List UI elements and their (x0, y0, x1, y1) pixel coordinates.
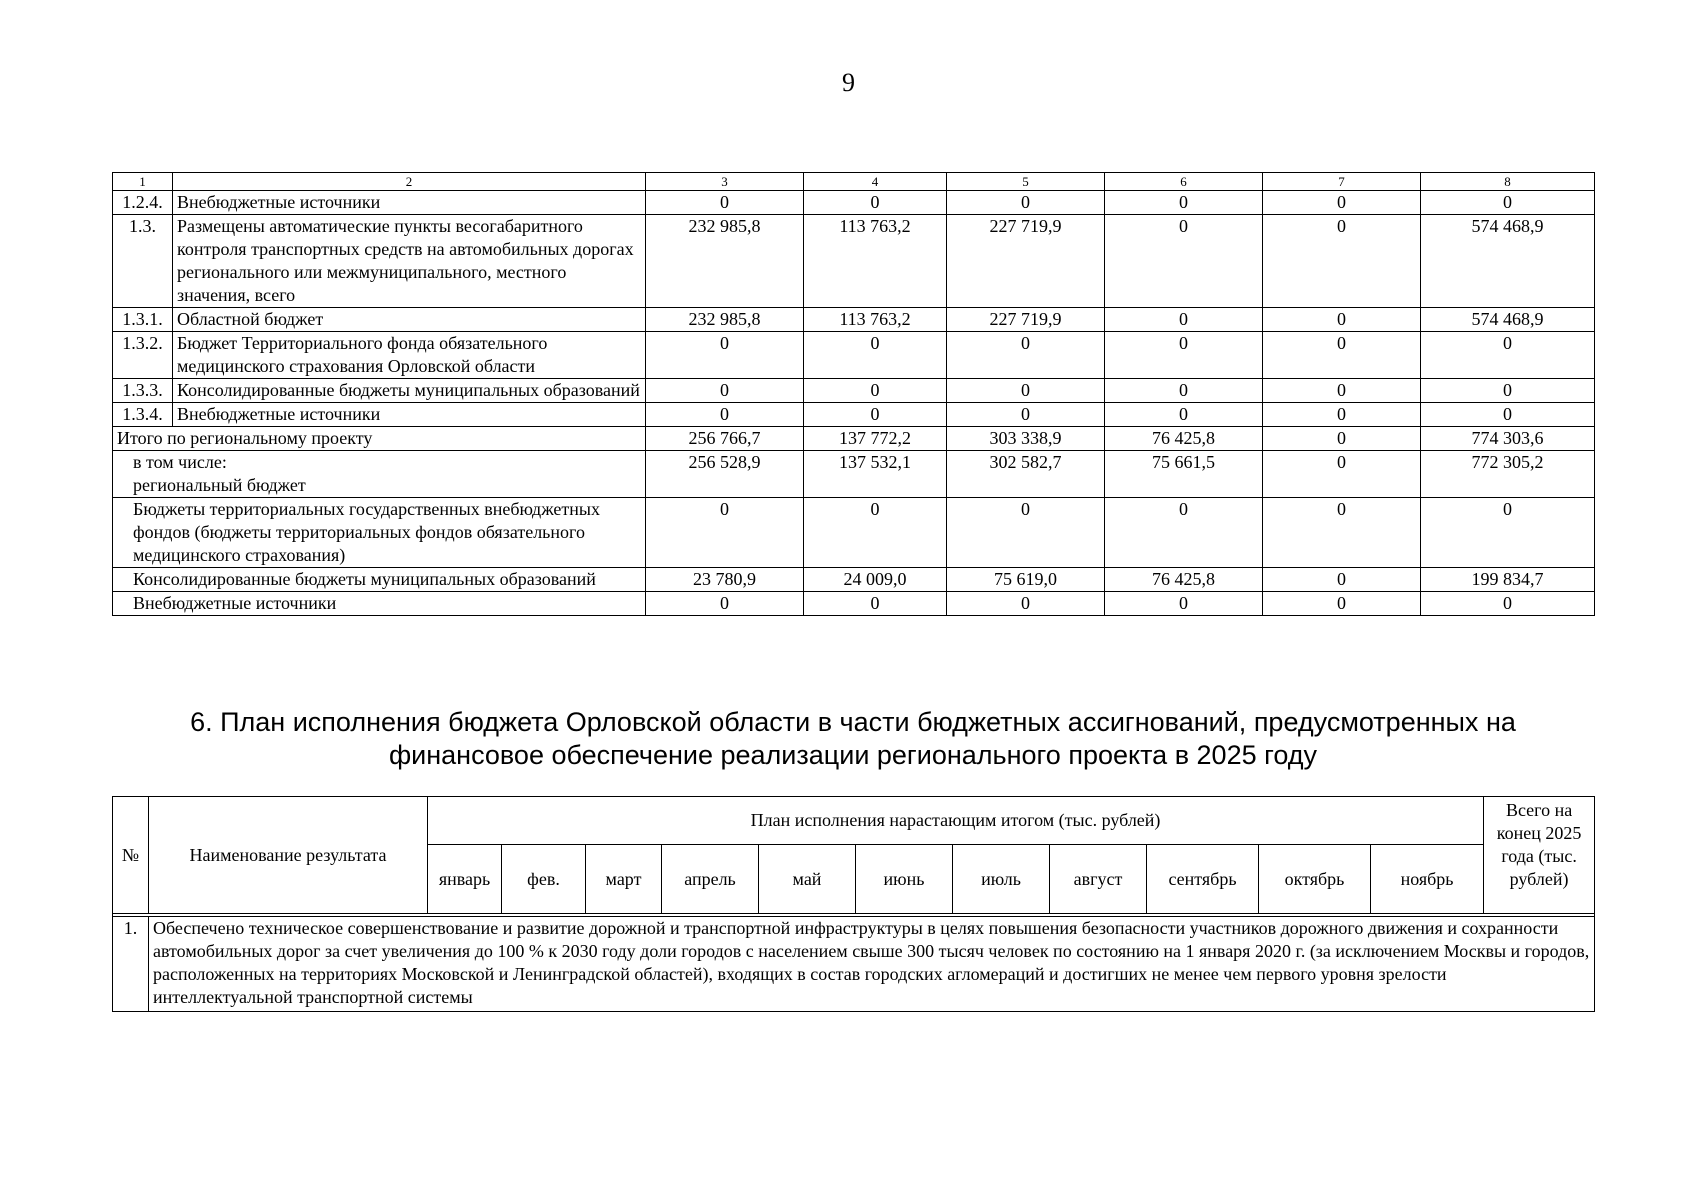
subtotal-row-value: 0 (646, 498, 804, 568)
subtotal-row-value: 302 582,7 (947, 451, 1105, 498)
column-number-row (113, 173, 1595, 191)
row-value: 0 (947, 332, 1105, 379)
row-name: Внебюджетные источники (173, 403, 646, 427)
row-value: 574 468,9 (1421, 308, 1595, 332)
row-value: 0 (1105, 403, 1263, 427)
column-number: 6 (1105, 173, 1263, 191)
column-number: 8 (1421, 173, 1595, 191)
total-row-value: 76 425,8 (1105, 427, 1263, 451)
table-row (113, 379, 1595, 403)
row-value: 0 (804, 379, 947, 403)
row-value: 0 (646, 403, 804, 427)
total-row-value: 0 (1263, 427, 1421, 451)
row-value: 0 (947, 191, 1105, 215)
row-value: 0 (804, 332, 947, 379)
subtotal-row-value: 0 (947, 498, 1105, 568)
subtotal-row-value: 0 (804, 592, 947, 616)
subtotal-row-value: 0 (646, 592, 804, 616)
month-header: август (1050, 845, 1147, 914)
column-number: 4 (804, 173, 947, 191)
total-row (113, 427, 1595, 451)
row-code: 1.3.3. (113, 379, 173, 403)
table-row (113, 215, 1595, 308)
row-value: 232 985,8 (646, 308, 804, 332)
row-value: 574 468,9 (1421, 215, 1595, 308)
row-value: 0 (1421, 403, 1595, 427)
row-value: 0 (1105, 332, 1263, 379)
subtotal-row-value: 0 (1263, 592, 1421, 616)
total-row-name: Итого по региональному проекту (113, 427, 646, 451)
number-header: № (113, 797, 149, 914)
section-title: 6. План исполнения бюджета Орловской области в части бюджетных ассигнований, предусмотренных на финансовое обеспечение реализации регионального проекта в 2025 году (190, 707, 1516, 770)
subtotal-row (113, 568, 1595, 592)
row-value: 0 (1421, 191, 1595, 215)
table-row (113, 308, 1595, 332)
subtotal-row-value: 0 (1105, 498, 1263, 568)
month-header: октябрь (1259, 845, 1371, 914)
total-row-value: 774 303,6 (1421, 427, 1595, 451)
row-value: 0 (804, 403, 947, 427)
month-header: март (586, 845, 662, 914)
row-value: 0 (1263, 332, 1421, 379)
row-value: 227 719,9 (947, 215, 1105, 308)
column-number: 1 (113, 173, 173, 191)
column-number: 3 (646, 173, 804, 191)
row-code: 1.3.4. (113, 403, 173, 427)
subtotal-row (113, 498, 1595, 568)
subtotal-row-value: 24 009,0 (804, 568, 947, 592)
row-value: 0 (947, 403, 1105, 427)
column-number: 2 (173, 173, 646, 191)
total-header: Всего на конец 2025 года (тыс. рублей) (1484, 797, 1595, 914)
subtotal-row-value: 0 (947, 592, 1105, 616)
month-header: сентябрь (1147, 845, 1259, 914)
row-value: 227 719,9 (947, 308, 1105, 332)
subtotal-row-value: 76 425,8 (1105, 568, 1263, 592)
subtotal-row-value: 199 834,7 (1421, 568, 1595, 592)
row-name: Консолидированные бюджеты муниципальных образований (173, 379, 646, 403)
month-header: июль (953, 845, 1050, 914)
row-name: Областной бюджет (173, 308, 646, 332)
row-code: 1.2.4. (113, 191, 173, 215)
row-value: 0 (1263, 191, 1421, 215)
row-value: 113 763,2 (804, 215, 947, 308)
month-header: январь (428, 845, 502, 914)
row-value: 0 (1263, 215, 1421, 308)
subtotal-row-name: Внебюджетные источники (113, 592, 646, 616)
row-value: 0 (1105, 308, 1263, 332)
result-number: 1. (113, 917, 149, 1012)
row-code: 1.3.1. (113, 308, 173, 332)
month-header: июнь (856, 845, 953, 914)
row-name: Внебюджетные источники (173, 191, 646, 215)
subtotal-row-name: в том числе: региональный бюджет (113, 451, 646, 498)
subtotal-row (113, 592, 1595, 616)
subtotal-row (113, 451, 1595, 498)
result-text: Обеспечено техническое совершенствование и развитие дорожной и транспортной инфраструктуры в целях повышения безопасности участников дорожного движения и сохранности автомобильных дорог за счет увеличения до 100 % к 2030 году доли городов с населением свыше 300 тысяч человек по состоянию на 1 января 2020 г. (за исключением Москвы и городов, расположенных на территориях Московской и Ленинградской областей), входящих в состав городских агломераций и достигших не менее чем первого уровня зрелости интеллектуальной транспортной системы (149, 917, 1595, 1012)
subtotal-row-value: 0 (1263, 451, 1421, 498)
result-row (113, 917, 1595, 1012)
row-value: 232 985,8 (646, 215, 804, 308)
subtotal-row-value: 0 (1263, 568, 1421, 592)
subtotal-row-value: 0 (1105, 592, 1263, 616)
subtotal-row-value: 75 619,0 (947, 568, 1105, 592)
row-value: 0 (646, 332, 804, 379)
subtotal-row-value: 256 528,9 (646, 451, 804, 498)
column-number: 7 (1263, 173, 1421, 191)
row-value: 113 763,2 (804, 308, 947, 332)
total-row-value: 256 766,7 (646, 427, 804, 451)
page-number: 9 (842, 68, 855, 97)
row-value: 0 (1421, 332, 1595, 379)
row-value: 0 (1263, 379, 1421, 403)
row-value: 0 (1105, 191, 1263, 215)
row-value: 0 (804, 191, 947, 215)
subtotal-row-name: Консолидированные бюджеты муниципальных образований (113, 568, 646, 592)
subtotal-row-value: 0 (1421, 498, 1595, 568)
row-value: 0 (1263, 308, 1421, 332)
subtotal-row-value: 0 (1421, 592, 1595, 616)
result-name-header: Наименование результата (149, 797, 428, 914)
column-number: 5 (947, 173, 1105, 191)
month-header: ноябрь (1371, 845, 1484, 914)
subtotal-row-value: 137 532,1 (804, 451, 947, 498)
row-value: 0 (1105, 379, 1263, 403)
subtotal-row-value: 75 661,5 (1105, 451, 1263, 498)
month-header: май (759, 845, 856, 914)
subtotal-row-value: 23 780,9 (646, 568, 804, 592)
row-name: Размещены автоматические пункты весогабаритного контроля транспортных средств на автомобильных дорогах регионального или межмуниципального, местного значения, всего (173, 215, 646, 308)
subtotal-row-name: Бюджеты территориальных государственных внебюджетных фондов (бюджеты территориальных фондов обязательного медицинского страхования) (113, 498, 646, 568)
row-value: 0 (646, 191, 804, 215)
row-value: 0 (947, 379, 1105, 403)
plan-table (112, 796, 1595, 1012)
row-code: 1.3. (113, 215, 173, 308)
table-row (113, 332, 1595, 379)
month-header: фев. (502, 845, 586, 914)
subtotal-row-value: 772 305,2 (1421, 451, 1595, 498)
row-name: Бюджет Территориального фонда обязательного медицинского страхования Орловской области (173, 332, 646, 379)
subtotal-row-value: 0 (804, 498, 947, 568)
table-row (113, 191, 1595, 215)
row-value: 0 (1263, 403, 1421, 427)
budget-table (112, 172, 1595, 616)
total-row-value: 303 338,9 (947, 427, 1105, 451)
row-value: 0 (1105, 215, 1263, 308)
plan-header: План исполнения нарастающим итогом (тыс. рублей) (428, 797, 1484, 845)
row-value: 0 (1421, 379, 1595, 403)
row-value: 0 (646, 379, 804, 403)
row-code: 1.3.2. (113, 332, 173, 379)
table-row (113, 403, 1595, 427)
subtotal-row-value: 0 (1263, 498, 1421, 568)
total-row-value: 137 772,2 (804, 427, 947, 451)
month-header: апрель (662, 845, 759, 914)
